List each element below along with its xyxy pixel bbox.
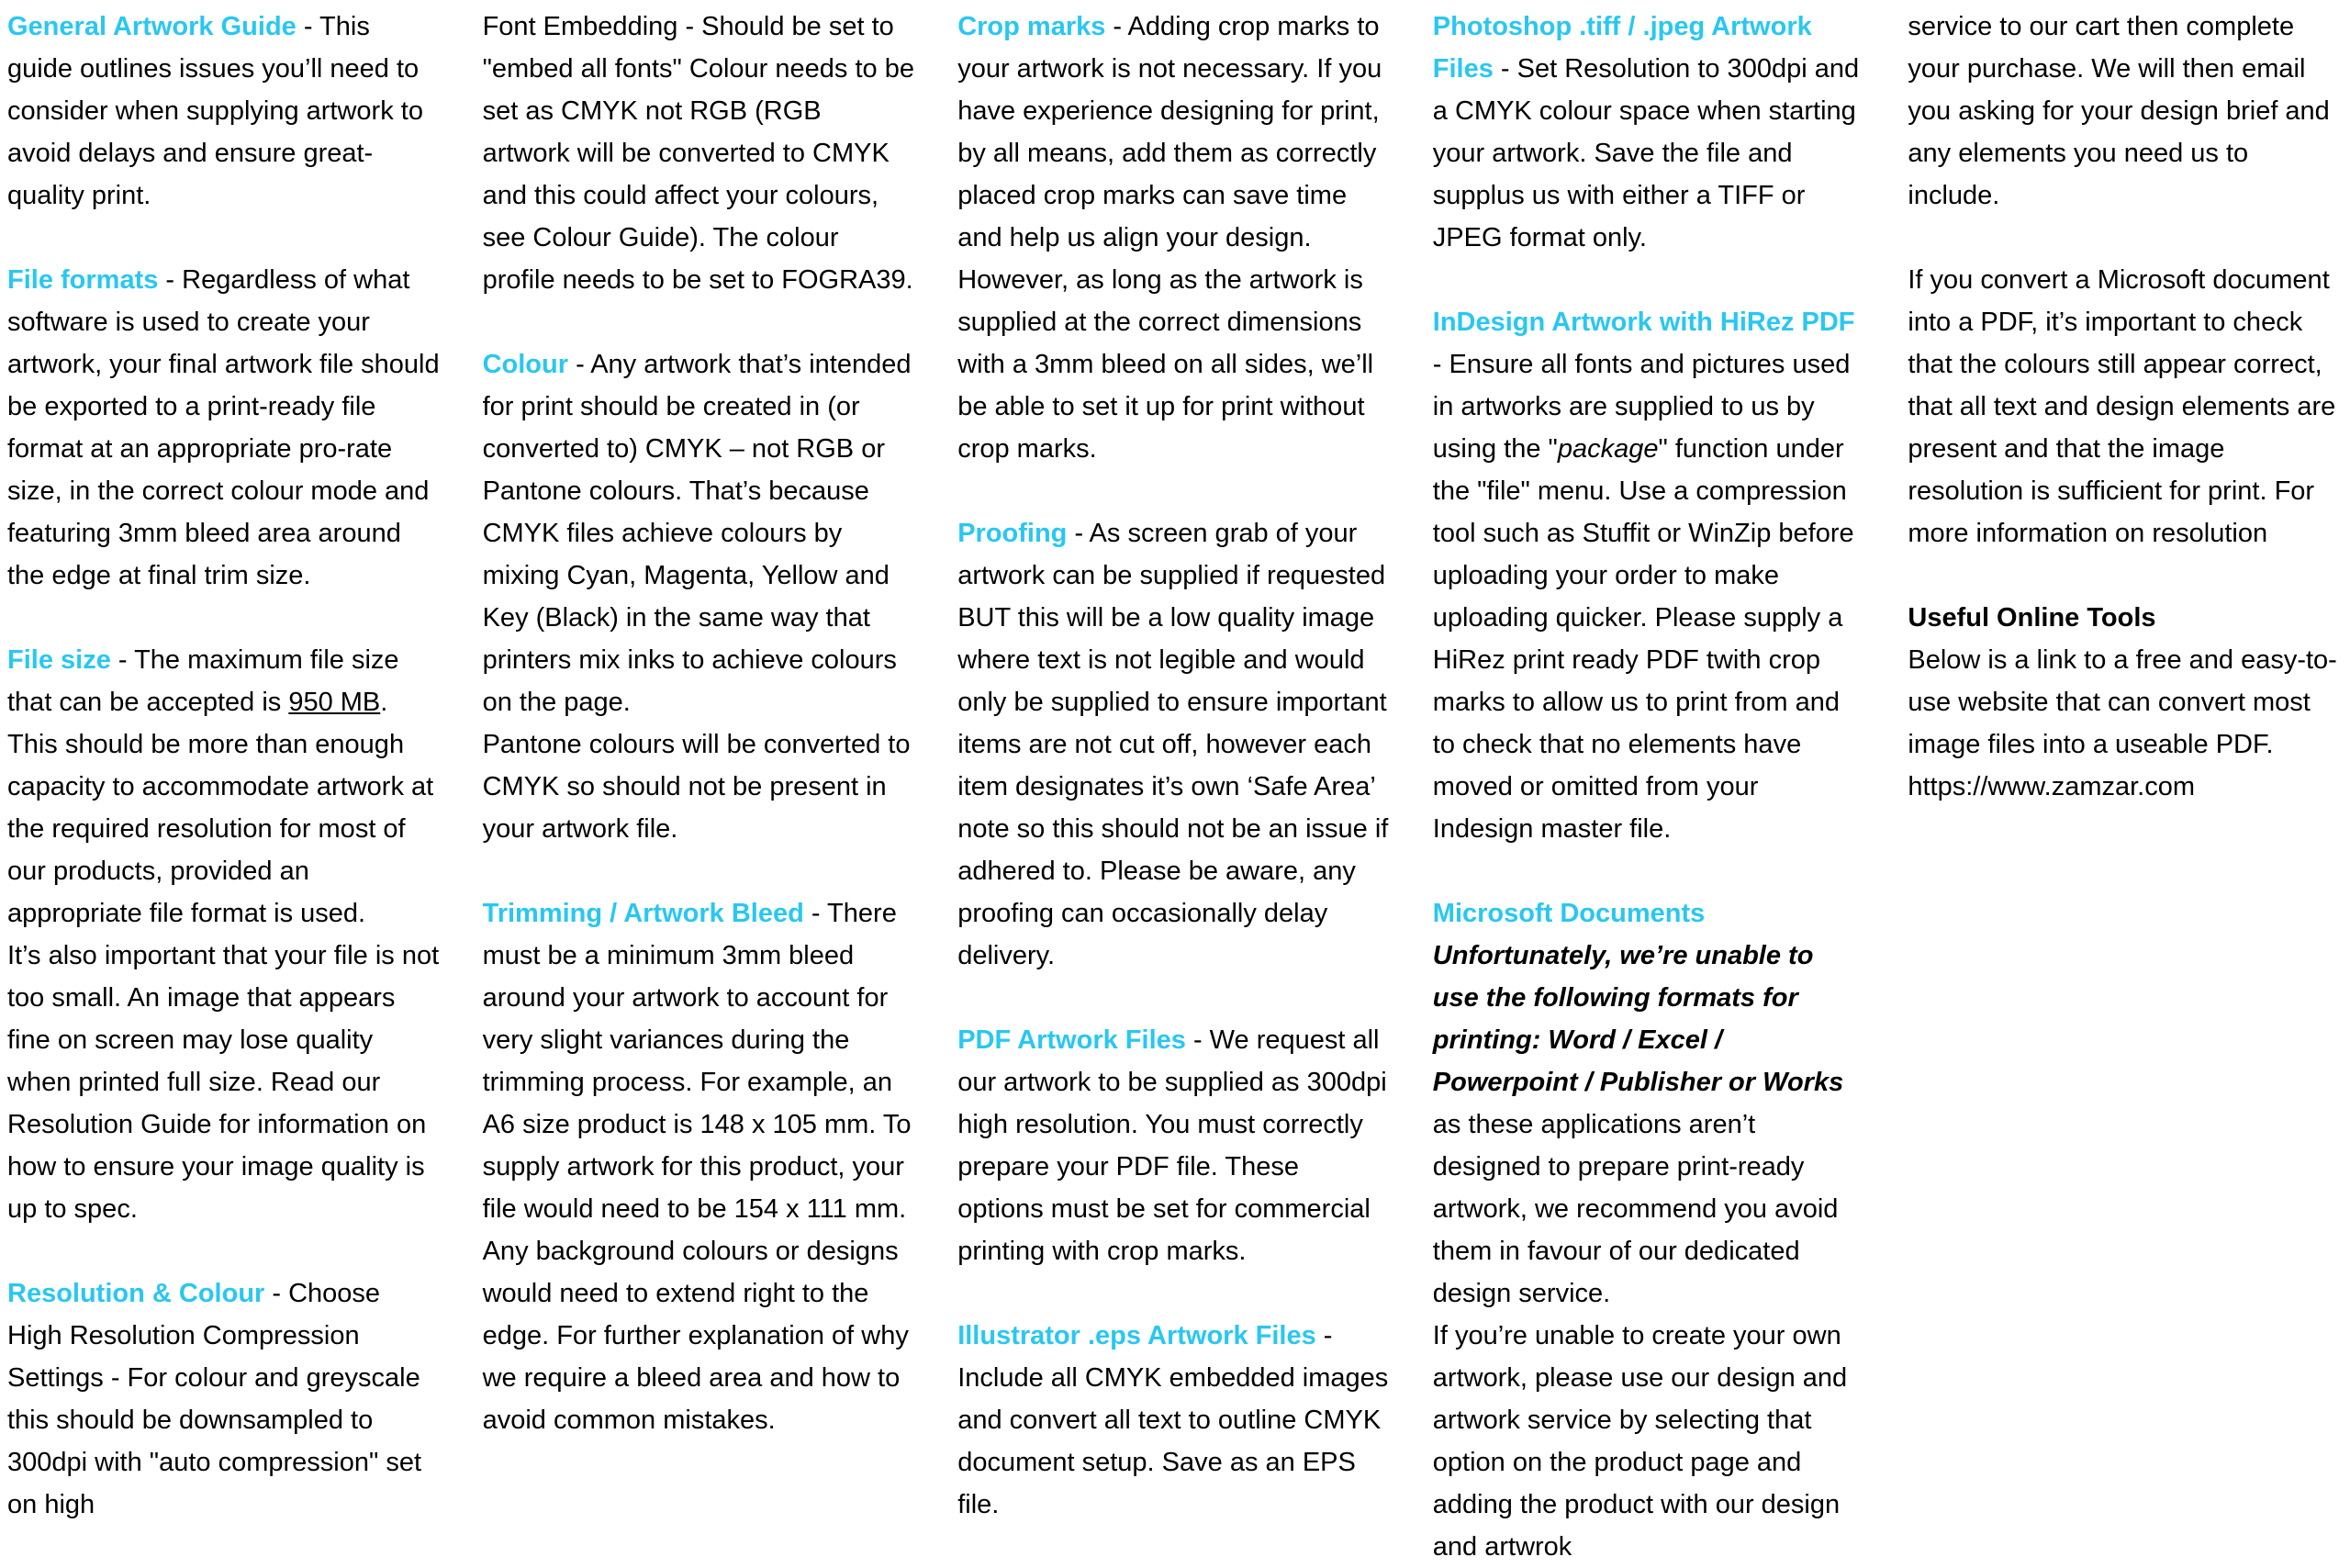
paragraph (957, 259, 1391, 470)
body-text: Pantone colours will be converted to CMYK so should not be present in your artwork file. (482, 730, 911, 844)
body-text: It’s also important that your file is not too small. An image that appears fine on screen may lose quality when printed full size. Read our Resolution Guide for information on how to ensure your image quality is up to spec. (7, 941, 440, 1224)
text-column-4 (1432, 6, 1866, 1562)
section-heading: Colour (482, 350, 569, 379)
paragraph (7, 259, 441, 597)
body-text: " function under the "file" menu. Use a compression tool such as Stuffit or WinZip before uploading your order to make uploading quicker. Please supply a HiRez print ready PDF twith crop marks to allow us to print from and to check that no elements have moved or omitted from your Indesign master file. (1432, 434, 1854, 844)
section-heading: File formats (7, 265, 159, 295)
body-text: - The maximum file size that can be accepted is (7, 645, 399, 717)
paragraph (957, 1019, 1391, 1272)
paragraph (1433, 935, 1866, 1315)
body-text: - There must be a minimum 3mm bleed around your artwork to account for very slight variances during the trimming process. For example, an A6 size product is 148 x 105 mm. To supply artwork for this product, your file would need to be 154 x 111 mm. Any background colours or designs would need to extend right to the edge. For further explanation of why we require a bleed area and how to avoid common mistakes. (482, 899, 912, 1435)
zamzar-url: https://www.zamzar.com (1908, 772, 2196, 801)
body-text: Font Embedding - Should be set to "embed all fonts" Colour needs to be set as CMYK not RGB (RGB artwork will be converted to CMYK and this could affect your colours, see Colour Guide). The colour profile needs to be set to FOGRA39. (482, 12, 914, 295)
text-column-1 (7, 6, 441, 1519)
body-text: - As screen grab of your artwork can be supplied if requested BUT this will be a low quality image where text is not legible and would only be supplied to ensure important items are not cut off, however each item designates it’s own ‘Safe Area’ note so this should not be an issue if adhered to. Please be aware, any proofing can occasionally delay delivery. (957, 519, 1389, 970)
body-text: - We request all our artwork to be supplied as 300dpi high resolution. You must correctly prepare your PDF file. These options must be set for commercial printing with crop marks. (957, 1025, 1387, 1266)
subheading: Useful Online Tools (1908, 603, 2156, 633)
text-column-2 (483, 6, 916, 1463)
body-text: service to our cart then complete your purchase. We will then email you asking for your design brief and any elements you need us to include. (1908, 12, 2330, 210)
section-heading: InDesign Artwork with HiRez PDF (1432, 308, 1855, 337)
body-text: - Any artwork that’s intended for print should be created in (or converted to) CMYK – not RGB or Pantone colours. That’s because CMYK files achieve colours by mixing Cyan, Magenta, Yellow and Key (Black) in the same way that printers mix inks to achieve colours on the page. (482, 350, 912, 717)
paragraph (1433, 892, 1866, 935)
paragraph (483, 723, 916, 850)
bold-italic-text: Unfortunately, we’re unable to use the following formats for printing: Word / Excel / Powerpoint / Publisher or Works (1432, 941, 1844, 1097)
paragraph (1908, 259, 2341, 554)
section-heading: Trimming / Artwork Bleed (482, 899, 804, 928)
section-heading: Crop marks (957, 12, 1106, 41)
section-heading: Resolution & Colour (7, 1279, 265, 1308)
paragraph (1908, 6, 2341, 217)
body-text: If you’re unable to create your own artwork, please use our design and artwork service by selecting that option on the product page and adding the product with our design and artwrok (1432, 1321, 1848, 1562)
paragraph (483, 892, 916, 1441)
paragraph (483, 6, 916, 301)
paragraph (1433, 301, 1866, 850)
section-heading: PDF Artwork Files (957, 1025, 1186, 1055)
paragraph (7, 6, 441, 217)
paragraph (1908, 639, 2341, 766)
body-text: - Adding crop marks to your artwork is not necessary. If you have experience designing for print, by all means, add them as correctly placed crop marks can save time and help us align your design. (957, 12, 1382, 252)
paragraph (7, 639, 441, 935)
paragraph (957, 6, 1391, 259)
section-heading: Proofing (957, 519, 1068, 548)
underlined-text: 950 MB (288, 688, 381, 717)
paragraph (1908, 766, 2341, 808)
body-text: . This should be more than enough capacity to accommodate artwork at the required resolution for most of our products, provided an appropriate file format is used. (7, 688, 434, 928)
paragraph (7, 935, 441, 1230)
paragraph (483, 343, 916, 723)
text-column-5 (1908, 6, 2341, 1463)
body-text: - Regardless of what software is used to create your artwork, your final artwork file should be exported to a print-ready file format at an appropriate pro-rate size, in the correct colour mode and featuring 3mm bleed area around the edge at final trim size. (7, 265, 440, 590)
body-text: - Choose High Resolution Compression Settings - For colour and greyscale this should be downsampled to 300dpi with "auto compression" set on high (7, 1279, 422, 1519)
paragraph (1433, 1315, 1866, 1568)
section-heading: General Artwork Guide (7, 12, 297, 41)
body-text: Below is a link to a free and easy-to-use website that can convert most image files into a useable PDF. (1908, 645, 2337, 759)
body-text: as these applications aren’t designed to prepare print-ready artwork, we recommend you avoid them in favour of our dedicated design service. (1432, 1110, 1839, 1308)
body-text: - Include all CMYK embedded images and convert all text to outline CMYK document setup. Save as an EPS file. (957, 1321, 1389, 1519)
section-heading: Illustrator .eps Artwork Files (957, 1321, 1316, 1350)
paragraph (957, 1315, 1391, 1526)
section-heading: File size (7, 645, 111, 675)
section-heading: Photoshop .tiff / .jpeg Artwork Files (1432, 12, 1812, 84)
body-text: - Set Resolution to 300dpi and a CMYK colour space when starting your artwork. Save the file and supplus us with either a TIFF or JPEG format only. (1432, 54, 1860, 252)
body-text: - Ensure all fonts and pictures used in artworks are supplied to us by using the " (1432, 350, 1851, 464)
paragraph (1433, 6, 1866, 259)
italic-text: package (1557, 434, 1659, 464)
body-text: - This guide outlines issues you’ll need to consider when supplying artwork to avoid delays and ensure great-quality print. (7, 12, 423, 210)
section-heading: Microsoft Documents (1432, 899, 1706, 928)
body-text: However, as long as the artwork is supplied at the correct dimensions with a 3mm bleed on all sides, we’ll be able to set it up for print without crop marks. (957, 265, 1374, 464)
paragraph (1908, 597, 2341, 639)
text-column-3 (957, 6, 1391, 1519)
paragraph (7, 1272, 441, 1526)
body-text: If you convert a Microsoft document into a PDF, it’s important to check that the colours still appear correct, that all text and design elements are present and that the image resolution is sufficient for print. For more information on resolution (1908, 265, 2336, 548)
paragraph (957, 512, 1391, 977)
